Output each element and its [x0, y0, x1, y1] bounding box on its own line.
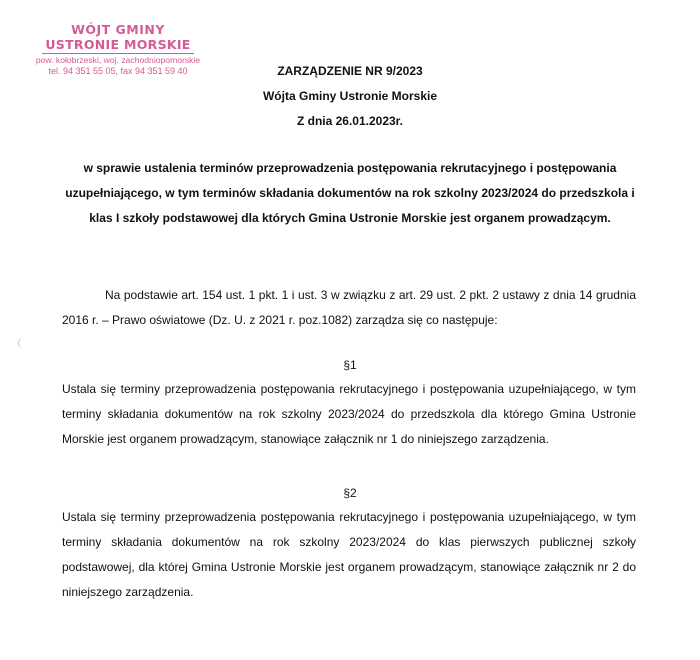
document-subject: w sprawie ustalenia terminów przeprowadzenia postępowania rekrutacyjnego i postępowania uzupełniającego, w tym terminów składania dokumentów na rok szkolny 2023/2024 do przedszkola i klas I szkoły podstawowej dla których Gmina Ustronie Morskie jest organem prowadzącym. — [65, 161, 635, 225]
section-2-symbol: §2 — [343, 486, 357, 500]
stamp-line-3: pow. kołobrzeski, woj. zachodniopomorskie — [35, 55, 201, 65]
stamp-line-1: WÓJT GMINY — [71, 22, 165, 37]
scan-margin-mark — [18, 337, 28, 349]
section-1-symbol: §1 — [343, 358, 357, 372]
document-issuer: Wójta Gminy Ustronie Morskie — [262, 89, 438, 103]
legal-basis-paragraph: Na podstawie art. 154 ust. 1 pkt. 1 i ust. 3 w związku z art. 29 ust. 2 pkt. 2 ustawy z dnia 14 grudnia 2016 r. – Prawo oświatowe (Dz. U. z 2021 r. poz.1082) zarządza się co następuje: — [62, 288, 636, 327]
document-date: Z dnia 26.01.2023r. — [296, 114, 404, 128]
section-2-text: Ustala się terminy przeprowadzenia postępowania rekrutacyjnego i postępowania uzupełniającego, w tym terminy składania dokumentów na rok szkolny 2023/2024 do klas pierwszych publicznej szkoły podstawowej, dla której Gmina Ustronie Morskie jest organem prowadzącym, stanowiące załącznik nr 2 do niniejszego zarządzenia. — [62, 510, 636, 599]
document-title: ZARZĄDZENIE NR 9/2023 — [277, 64, 423, 78]
section-1-text: Ustala się terminy przeprowadzenia postępowania rekrutacyjnego i postępowania uzupełniającego, w tym terminy składania dokumentów na rok szkolny 2023/2024 do przedszkola dla którego Gmina Ustronie Morskie jest organem prowadzącym, stanowiące załącznik nr 1 do niniejszego zarządzenia. — [62, 382, 636, 446]
stamp-line-4: tel. 94 351 55 05, fax 94 351 59 40 — [48, 66, 188, 76]
stamp-line-2: USTRONIE MORSKIE — [42, 37, 194, 54]
